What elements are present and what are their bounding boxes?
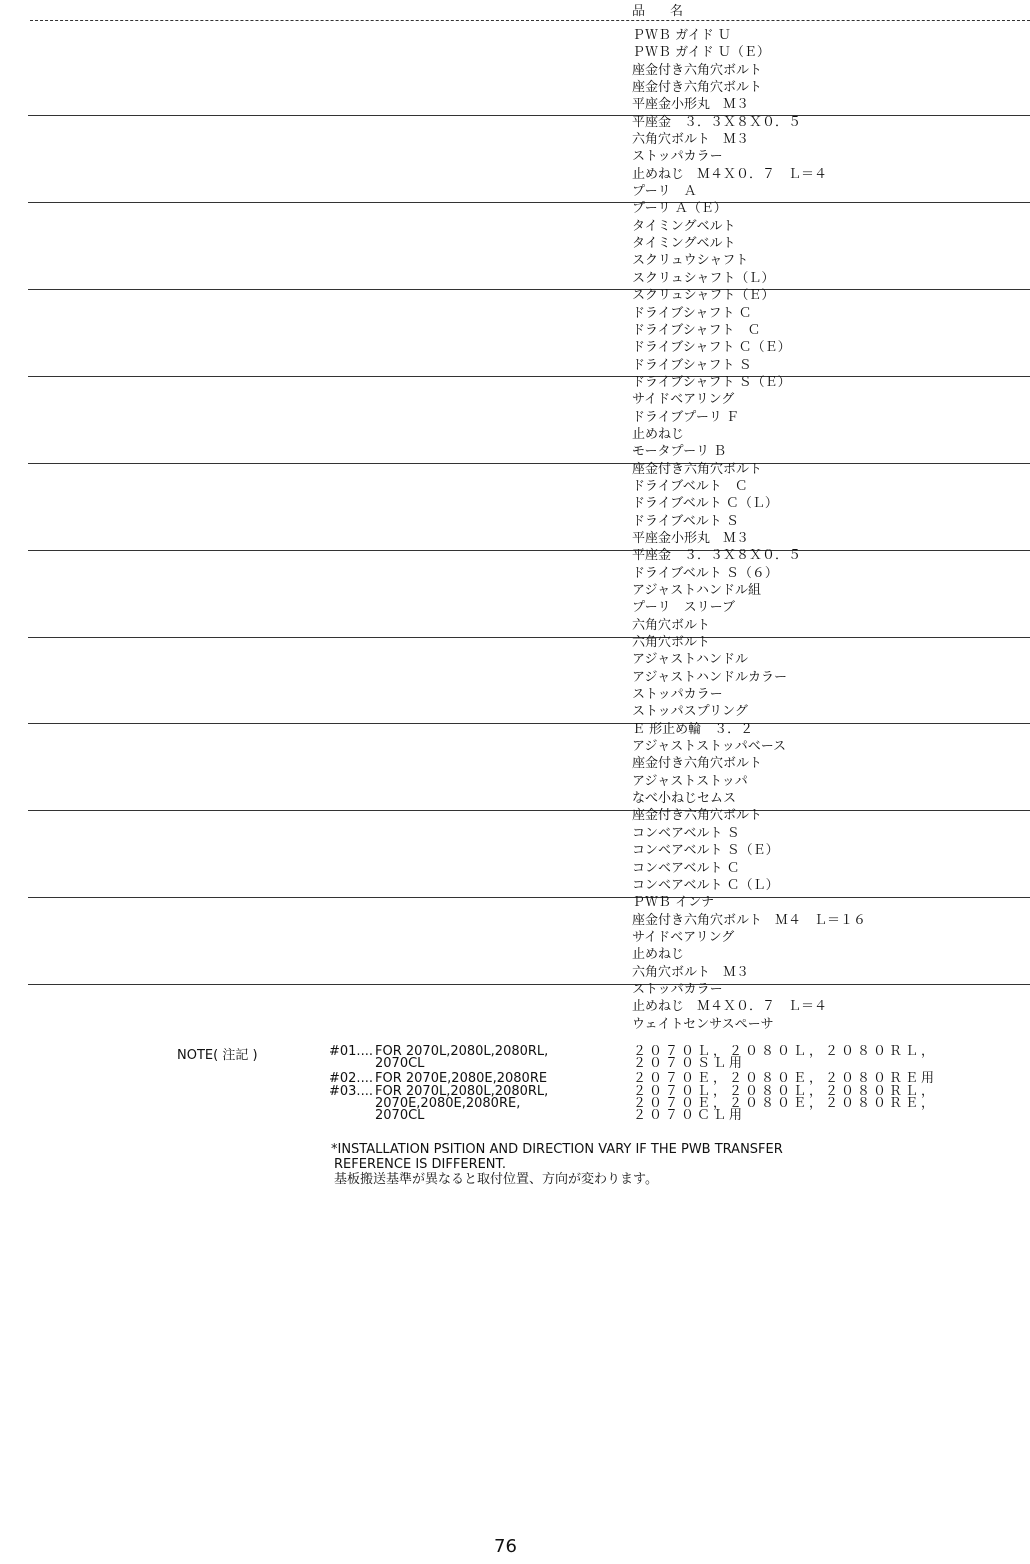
part-name: コンベアベルト Ｓ（Ｅ） <box>632 843 779 859</box>
part-name: 止めねじ <box>632 426 685 442</box>
part-name: 平座金小形丸 Ｍ３ <box>632 530 750 546</box>
part-name: プーリ スリーブ <box>632 600 735 616</box>
note-item-03 <box>329 1086 548 1122</box>
part-name: モータプーリ Ｂ <box>632 444 727 460</box>
part-name: 六角穴ボルト <box>632 635 711 651</box>
group-divider <box>28 202 1030 203</box>
part-name: サイドベアリング <box>632 929 735 945</box>
group-divider <box>28 637 1030 638</box>
note-text-line: FOR 2070L,2080L,2080RL, <box>375 1044 549 1059</box>
part-name: ストッパカラー <box>632 687 723 703</box>
part-name: スクリュシャフト（Ｅ） <box>632 288 775 304</box>
note-code: #03.... <box>329 1084 373 1099</box>
group-divider <box>28 984 1030 985</box>
part-name: Ｅ 形止め輪 ３．２ <box>632 721 754 737</box>
group-divider <box>28 723 1030 724</box>
part-name: アジャストハンドル <box>632 652 748 668</box>
part-name: 六角穴ボルト Ｍ３ <box>632 132 750 148</box>
note-text-line: FOR 2070E,2080E,2080RE <box>375 1071 548 1086</box>
group-divider <box>28 810 1030 811</box>
note-jp-line: ２０７０Ｅ，２０８０Ｅ，２０８０ＲＥ用 <box>633 1071 938 1086</box>
note-text-line: 2070CL <box>375 1056 425 1071</box>
part-name: プーリ Ａ（Ｅ） <box>632 201 727 217</box>
note-code: #02.... <box>329 1071 373 1086</box>
part-name: アジャストハンドルカラー <box>632 669 787 685</box>
group-divider <box>28 289 1030 290</box>
parts-list <box>632 27 866 1033</box>
note-label: NOTE( 注記 ) <box>177 1048 258 1063</box>
note-jp-01 <box>633 1046 937 1070</box>
part-name: ＰＷＢ インナ <box>632 895 715 911</box>
header-dashed-divider <box>30 20 1030 21</box>
part-name: 座金付き六角穴ボルト <box>632 80 763 96</box>
note-code: #01.... <box>329 1044 373 1059</box>
part-name: 座金付き六角穴ボルト <box>632 62 763 78</box>
part-name: サイドベアリング <box>632 392 735 408</box>
part-name: 六角穴ボルト Ｍ３ <box>632 964 750 980</box>
part-name: ドライブシャフト Ｓ <box>632 357 752 373</box>
group-divider <box>28 897 1030 898</box>
note-jp-line: ２０７０Ｌ，２０８０Ｌ，２０８０ＲＬ， <box>633 1084 938 1099</box>
part-name: ドライブシャフト Ｃ <box>632 322 761 338</box>
part-name: ＰＷＢ ガイド Ｕ（Ｅ） <box>632 45 770 61</box>
part-name: アジャストストッパ <box>632 773 748 789</box>
part-name: ドライブシャフト Ｃ（Ｅ） <box>632 340 791 356</box>
group-divider <box>28 376 1030 377</box>
note-jp-line: ２０７０Ｅ，２０８０Ｅ，２０８０ＲＥ， <box>633 1096 938 1111</box>
group-divider <box>28 463 1030 464</box>
installation-note-en-2: REFERENCE IS DIFFERENT. <box>334 1157 507 1172</box>
part-name: コンベアベルト Ｃ（Ｌ） <box>632 877 779 893</box>
note-jp-03 <box>633 1086 937 1122</box>
part-name: 平座金小形丸 Ｍ３ <box>632 97 750 113</box>
group-divider <box>28 550 1030 551</box>
part-name: ストッパスプリング <box>632 704 748 720</box>
note-jp-line: ２０７０Ｌ，２０８０Ｌ，２０８０ＲＬ， <box>633 1044 938 1059</box>
part-name: ストッパカラー <box>632 981 723 997</box>
column-header-part-name: 品 名 <box>632 4 690 19</box>
part-name: ＰＷＢ ガイド Ｕ <box>632 28 731 43</box>
part-name: 六角穴ボルト <box>632 617 711 633</box>
note-jp-line: ２０７０ＣＬ用 <box>633 1108 746 1123</box>
installation-note-jp: 基板搬送基準が異なると取付位置、方向が変わります。 <box>334 1172 658 1187</box>
note-jp-line: ２０７０ＳＬ用 <box>633 1056 746 1071</box>
part-name: ウェイトセンサスペーサ <box>632 1016 774 1032</box>
part-name: コンベアベルト Ｃ <box>632 860 740 876</box>
part-name: 座金付き六角穴ボルト <box>632 756 763 772</box>
page-number: 76 <box>494 1536 517 1557</box>
part-name: コンベアベルト Ｓ <box>632 825 740 841</box>
part-name: 止めねじ Ｍ４Ｘ０．７ Ｌ＝４ <box>632 166 828 182</box>
part-name: ドライブシャフト Ｓ（Ｅ） <box>632 374 791 390</box>
part-name: ドライブベルト Ｃ（Ｌ） <box>632 496 778 512</box>
note-text-line: FOR 2070L,2080L,2080RL, <box>375 1084 549 1099</box>
part-name: 座金付き六角穴ボルト <box>632 461 763 477</box>
installation-note <box>331 1142 783 1187</box>
part-name: タイミングベルト <box>632 236 736 252</box>
part-name: ドライブベルト Ｃ <box>632 478 748 494</box>
part-name: 座金付き六角穴ボルト Ｍ４ Ｌ＝１６ <box>632 912 867 928</box>
part-name: アジャストハンドル組 <box>632 583 761 598</box>
part-name: 平座金 ３．３Ｘ８Ｘ０．５ <box>632 548 802 564</box>
part-name: タイミングベルト <box>632 218 736 234</box>
group-divider <box>28 115 1030 116</box>
part-name: 止めねじ <box>632 947 685 963</box>
note-text-line: 2070E,2080E,2080RE, <box>375 1096 521 1111</box>
part-name: スクリュシャフト（Ｌ） <box>632 270 775 286</box>
part-name: スクリュウシャフト <box>632 253 749 269</box>
note-text-line: 2070CL <box>375 1108 425 1123</box>
part-name: ドライブシャフト Ｃ <box>632 305 752 321</box>
part-name: アジャストストッパベース <box>632 739 787 755</box>
note-item-01 <box>329 1046 548 1070</box>
part-name: ドライブベルト Ｓ <box>632 513 739 529</box>
part-name: プーリ Ａ <box>632 184 697 200</box>
part-name: 座金付き六角穴ボルト <box>632 808 763 824</box>
part-name: ストッパカラー <box>632 149 723 165</box>
part-name: 止めねじ Ｍ４Ｘ０．７ Ｌ＝４ <box>632 999 828 1015</box>
part-name: なべ小ねじセムス <box>632 791 737 807</box>
part-name: ドライブプーリ Ｆ <box>632 409 739 425</box>
part-name: ドライブベルト Ｓ（６） <box>632 565 778 581</box>
installation-note-en-1: *INSTALLATION PSITION AND DIRECTION VARY IF THE PWB TRANSFER <box>331 1142 783 1157</box>
part-name: 平座金 ３．３Ｘ８Ｘ０．５ <box>632 114 802 130</box>
